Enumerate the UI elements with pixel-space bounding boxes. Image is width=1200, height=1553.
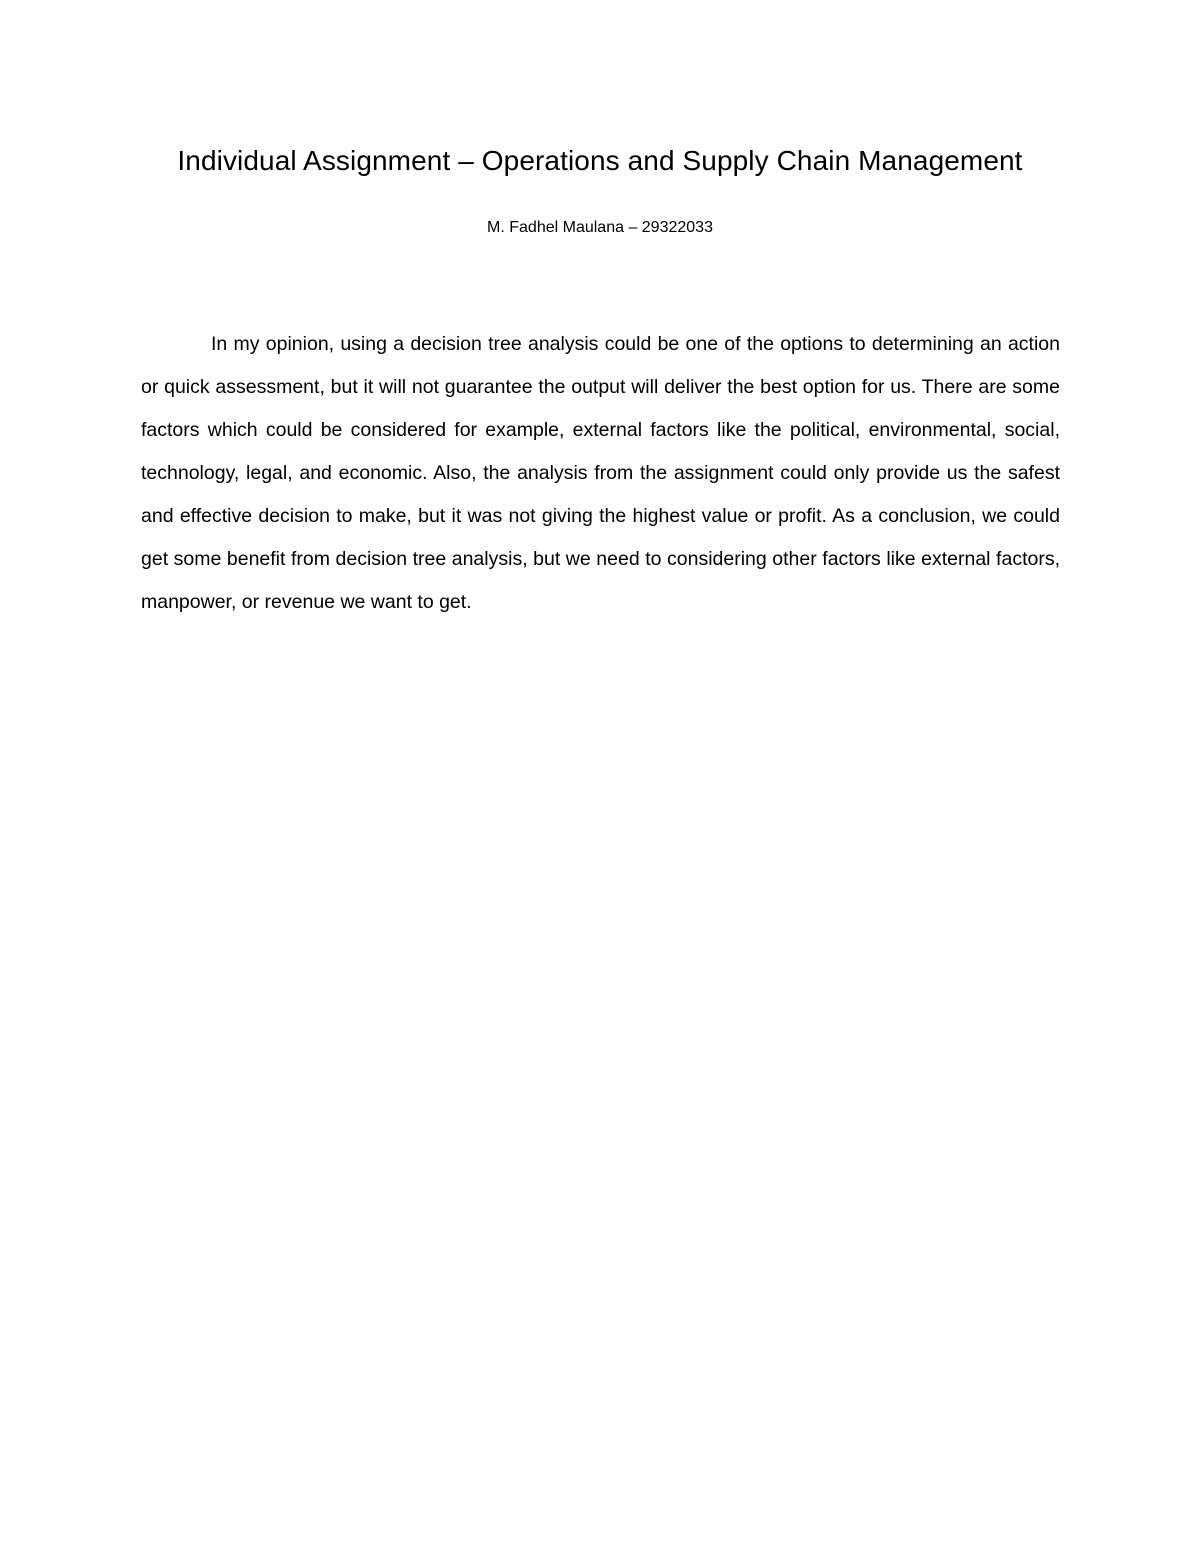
document-title: Individual Assignment – Operations and Supply Chain Management <box>177 145 1023 176</box>
body-paragraph: In my opinion, using a decision tree analysis could be one of the options to determining an action or quick assessment, but it will not guarantee the output will deliver the best option for us. There are some factors which could be considered for example, external factors like the political, environmental, social, technology, legal, and economic. Also, the analysis from the assignment could only provide us the safest and effective decision to make, but it was not giving the highest value or profit. As a conclusion, we could get some benefit from decision tree analysis, but we need to considering other factors like external factors, manpower, or revenue we want to get. <box>141 333 1060 613</box>
author-line: M. Fadhel Maulana – 29322033 <box>487 219 713 236</box>
